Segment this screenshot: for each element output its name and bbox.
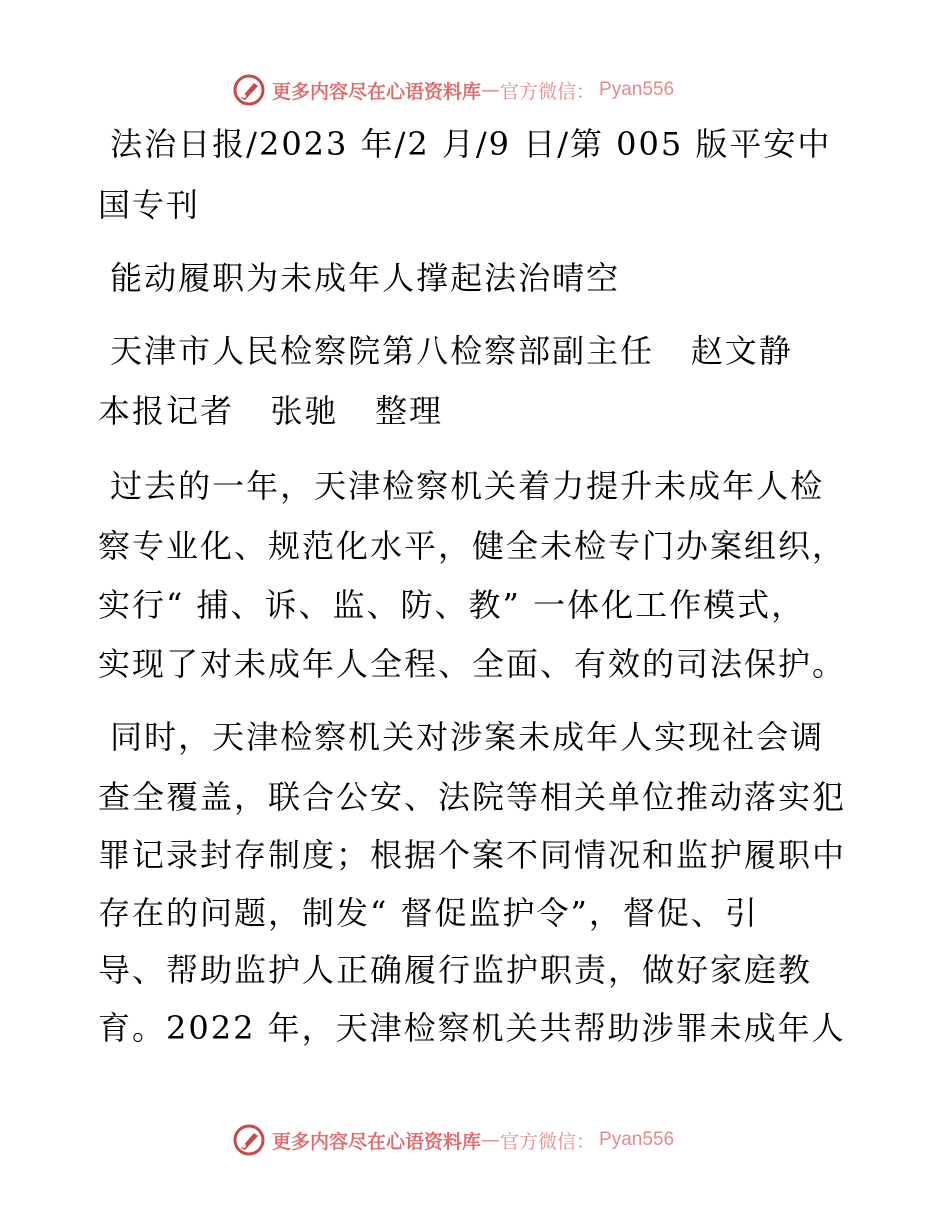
paragraph2-line-1: 同时，天津检察机关对涉案未成年人实现社会调 (98, 718, 825, 756)
paragraph2-line-5: 导、帮助监护人正确履行监护职责，做好家庭教 (98, 951, 813, 989)
source-line-2: 国专刊 (98, 186, 201, 224)
watermark-wechat-id: Pyan556 (599, 79, 675, 100)
paragraph1-line-2: 察专业化、规范化水平，健全未检专门办案组织， (98, 527, 847, 565)
watermark-main-text: 更多内容尽在心语资料库 (272, 80, 482, 103)
header-watermark (232, 70, 674, 110)
paragraph2-line-4: 存在的问题，制发“ 督促监护令”，督促、引 (98, 894, 759, 932)
byline-line-2: 本报记者 张驰 整理 (98, 392, 444, 430)
paragraph2-line-2: 查全覆盖，联合公安、法院等相关单位推动落实犯 (98, 778, 847, 816)
watermark-official-label: 官方微信： (500, 1130, 596, 1153)
watermark-main-text: 更多内容尽在心语资料库 (272, 1130, 482, 1153)
watermark-official-label: 官方微信： (500, 80, 596, 103)
article-title: 能动履职为未成年人撑起法治晴空 (98, 259, 621, 297)
pen-nib-circle-icon (232, 73, 266, 107)
byline-line-1: 天津市人民检察院第八检察部副主任 赵文静 (98, 332, 793, 370)
paragraph1-line-1: 过去的一年，天津检察机关着力提升未成年人检 (98, 467, 825, 505)
watermark-wechat-id: Pyan556 (599, 1129, 675, 1150)
footer-watermark (232, 1120, 674, 1160)
source-line-1: 法治日报/2023 年/2 月/9 日/第 005 版平安中 (98, 125, 832, 163)
paragraph2-line-6: 育。2022 年，天津检察机关共帮助涉罪未成年人 (98, 1009, 846, 1047)
paragraph2-line-3: 罪记录封存制度；根据个案不同情况和监护履职中 (98, 836, 847, 874)
paragraph1-line-4: 实现了对未成年人全程、全面、有效的司法保护。 (98, 645, 847, 683)
paragraph1-line-3: 实行“ 捕、诉、监、防、教” 一体化工作模式， (98, 586, 806, 624)
watermark-dash: — (481, 1129, 501, 1151)
watermark-dash: — (481, 79, 501, 101)
pen-nib-circle-icon (232, 1123, 266, 1157)
